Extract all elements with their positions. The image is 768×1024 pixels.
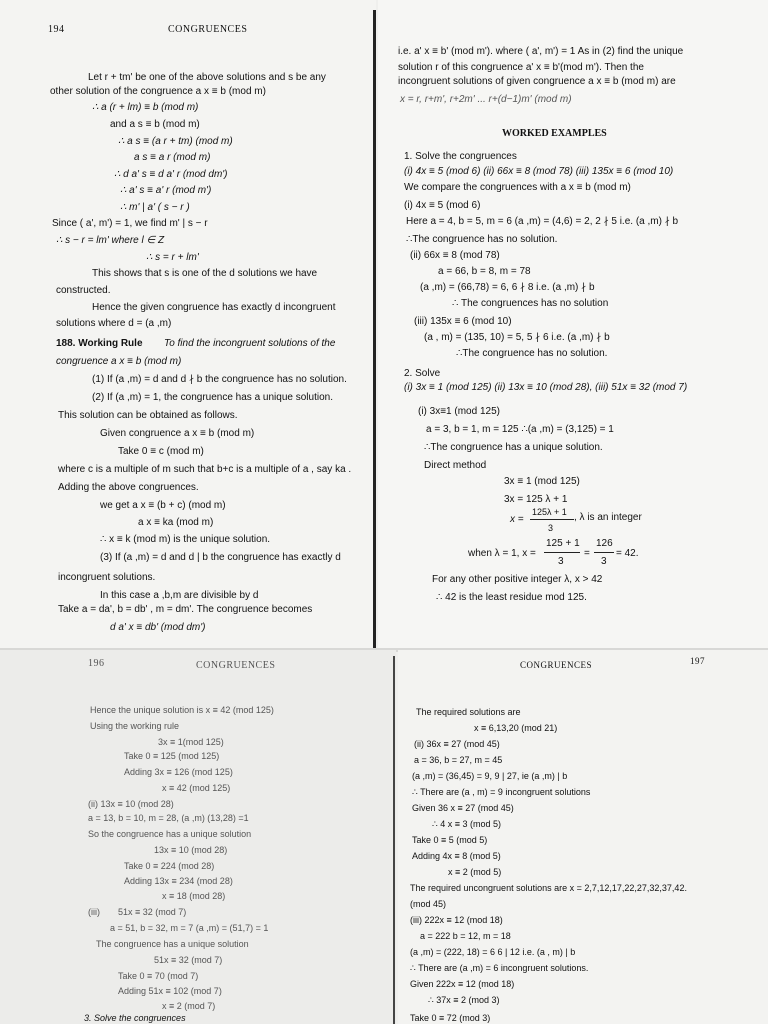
text-line: incongruent solutions of given congruence a x ≡ b (mod m) are	[398, 76, 676, 87]
text-line: For any other positive integer λ, x > 42	[432, 574, 603, 585]
text-line: Hence the given congruence has exactly d incongruent	[92, 302, 336, 313]
equation: ∴ s − r = lm' where l ∈ Z	[56, 235, 165, 246]
equation: Given 36 x ≡ 27 (mod 45)	[412, 803, 514, 813]
equation: a = 66, b = 8, m = 78	[438, 266, 531, 277]
text-line: ∴ x ≡ k (mod m) is the unique solution.	[100, 534, 271, 545]
equation: (ii) 13x ≡ 10 (mod 28)	[88, 799, 174, 809]
equation: (ii) 36x ≡ 27 (mod 45)	[414, 739, 500, 749]
text-line: The required solutions are	[416, 707, 521, 717]
text-line: ∴ There are (a ,m) = 6 incongruent solutions.	[410, 963, 589, 973]
equation: we get a x ≡ (b + c) (mod m)	[100, 500, 226, 511]
page-195	[378, 0, 768, 650]
text-line: incongruent solutions.	[58, 572, 156, 583]
text-line: Adding the above congruences.	[58, 482, 199, 493]
text-line: Using the working rule	[90, 721, 180, 731]
page-number: 196	[88, 658, 105, 669]
page-197	[398, 650, 768, 1024]
equation: a = 36, b = 27, m = 45	[414, 755, 503, 765]
text-line: So the congruence has a unique solution	[88, 829, 252, 839]
equation: Take 0 ≡ 5 (mod 5)	[412, 835, 488, 845]
equation: 3x ≡ 1(mod 125)	[158, 737, 224, 747]
text-line: This solution can be obtained as follows.	[58, 410, 238, 421]
equation: (a ,m) = (36,45) = 9, 9 | 27, ie (a ,m) | b	[412, 771, 568, 781]
equation: a x ≡ ka (mod m)	[138, 517, 214, 528]
equation: Adding 4x ≡ 8 (mod 5)	[412, 851, 501, 861]
equation: Take 0 ≡ 224 (mod 28)	[124, 861, 215, 871]
equation: (i) 3x≡1 (mod 125)	[418, 406, 500, 417]
text-line: Since ( a', m') = 1, we find m' | s − r	[52, 218, 208, 229]
equation: Adding 51x ≡ 102 (mod 7)	[118, 986, 222, 996]
text-line: (1) If (a ,m) = d and d ∤ b the congruence has no solution.	[92, 374, 347, 385]
fraction-numerator: 125 + 1	[546, 538, 580, 549]
fraction-numerator: 126	[596, 538, 613, 549]
text-line: ∴The congruence has no solution.	[456, 348, 608, 359]
equation: ∴ d a' s ≡ d a' r (mod dm')	[114, 169, 228, 180]
text-line: The congruence has a unique solution	[96, 939, 249, 949]
text-line: Take 0 ≡ c (mod m)	[118, 446, 204, 457]
text-line: ∴ There are (a , m) = 9 incongruent solutions	[412, 787, 591, 797]
fraction-bar	[544, 552, 580, 553]
equation: a = 51, b = 32, m = 7 (a ,m) = (51,7) = 1	[110, 923, 269, 933]
text-line: This shows that s is one of the d solutions we have	[92, 268, 318, 279]
fraction-denominator: 3	[601, 556, 607, 567]
section-heading: WORKED EXAMPLES	[502, 128, 607, 139]
text-line: Let r + tm' be one of the above solutions and s be any	[88, 72, 326, 83]
equation: (a ,m) = (222, 18) = 6 6 | 12 i.e. (a , m) | b	[410, 947, 576, 957]
equation: ∴ a' s ≡ a' r (mod m')	[120, 185, 212, 196]
equation: d a' x ≡ db' (mod dm')	[110, 622, 206, 633]
text-line: ∴ The congruences has no solution	[452, 298, 609, 309]
equation: ∴ a (r + lm) ≡ b (mod m)	[92, 102, 199, 113]
text-line: Here a = 4, b = 5, m = 6 (a ,m) = (4,6) = 2, 2 ∤ 5 i.e. (a ,m) ∤ b	[406, 216, 679, 227]
text-line: Take a = da', b = db' , m = dm'. The congruence becomes	[58, 604, 313, 615]
text-line: constructed.	[56, 285, 111, 296]
equation: a s ≡ a r (mod m)	[134, 152, 211, 163]
equation: (i) 4x ≡ 5 (mod 6)	[404, 200, 481, 211]
text-line: 3. Solve the congruences	[84, 1013, 186, 1023]
page-number: 197	[690, 656, 705, 666]
running-header: CONGRUENCES	[168, 24, 248, 35]
equation: Take 0 ≡ 125 (mod 125)	[124, 751, 220, 761]
equation: Adding 13x ≡ 234 (mod 28)	[124, 876, 233, 886]
text-line: We compare the congruences with a x ≡ b (mod m)	[404, 182, 631, 193]
text-line: In this case a ,b,m are divisible by d	[100, 590, 259, 601]
text-line: (2) If (a ,m) = 1, the congruence has a unique solution.	[92, 392, 333, 403]
page-194	[0, 0, 376, 650]
page-number: 194	[48, 24, 65, 35]
text-line: ∴ 42 is the least residue mod 125.	[436, 592, 587, 603]
text-line: 1. Solve the congruences	[404, 151, 517, 162]
equation: Take 0 ≡ 72 (mod 3)	[410, 1013, 491, 1023]
equation: (i) 3x ≡ 1 (mod 125) (ii) 13x ≡ 10 (mod 28), (iii) 51x ≡ 32 (mod 7)	[404, 382, 688, 393]
binding-shadow	[373, 10, 376, 650]
text-line: solution r of this congruence a' x ≡ b'(mod m'). Then the	[398, 62, 644, 73]
equation: ∴ m' | a' ( s − r )	[120, 202, 190, 213]
fraction-denominator: 3	[558, 556, 564, 567]
equation: =	[584, 548, 590, 559]
running-header: CONGRUENCES	[196, 660, 276, 671]
equation: when λ = 1, x =	[468, 548, 536, 559]
equation: Adding 3x ≡ 126 (mod 125)	[124, 767, 233, 777]
equation: ∴ 4 x ≡ 3 (mod 5)	[432, 819, 501, 829]
equation: (i) 4x ≡ 5 (mod 6) (ii) 66x ≡ 8 (mod 78) (iii) 135x ≡ 6 (mod 10)	[404, 166, 674, 177]
equation: 51x ≡ 32 (mod 7)	[118, 907, 187, 917]
text-line: where c is a multiple of m such that b+c is a multiple of a , say ka .	[58, 464, 352, 475]
equation: x ≡ 2 (mod 5)	[448, 867, 502, 877]
text-line: congruence a x ≡ b (mod m)	[56, 356, 182, 367]
section-heading: 188. Working Rule	[56, 338, 143, 349]
equation: and a s ≡ b (mod m)	[110, 119, 200, 130]
equation: 51x ≡ 32 (mod 7)	[154, 955, 223, 965]
text-line: To find the incongruent solutions of the	[164, 338, 336, 349]
equation: Given 222x ≡ 12 (mod 18)	[410, 979, 515, 989]
equation: Take 0 ≡ 70 (mod 7)	[118, 971, 199, 981]
equation: x ≡ 6,13,20 (mod 21)	[474, 723, 558, 733]
equation: ∴ s = r + lm'	[146, 252, 199, 263]
page-196	[0, 650, 396, 1024]
fraction-denominator: 3	[548, 523, 554, 533]
text-line: Given congruence a x ≡ b (mod m)	[100, 428, 255, 439]
equation: (iii) 222x ≡ 12 (mod 18)	[410, 915, 503, 925]
text-line: i.e. a' x ≡ b' (mod m'). where ( a', m') = 1 As in (2) find the unique	[398, 46, 684, 57]
equation: a = 222 b = 12, m = 18	[420, 931, 511, 941]
binding-shadow	[393, 656, 395, 1024]
equation: (a ,m) = (66,78) = 6, 6 ∤ 8 i.e. (a ,m) ∤ b	[420, 282, 595, 293]
equation: = 42.	[616, 548, 639, 559]
equation: ∴ 37x ≡ 2 (mod 3)	[428, 995, 500, 1005]
equation: x = r, r+m', r+2m' ... r+(d−1)m' (mod m)	[400, 94, 572, 105]
equation: x =	[510, 514, 524, 525]
text-line: ∴The congruence has no solution.	[406, 234, 558, 245]
fraction-bar	[530, 519, 574, 520]
text-line: ∴The congruence has a unique solution.	[424, 442, 603, 453]
running-header: CONGRUENCES	[520, 660, 593, 670]
equation: a = 13, b = 10, m = 28, (a ,m) (13,28) =1	[88, 813, 249, 823]
text-line: Direct method	[424, 460, 487, 471]
text-line: 2. Solve	[404, 368, 441, 379]
text-line: solutions where d = (a ,m)	[56, 318, 172, 329]
equation: (iii) 135x ≡ 6 (mod 10)	[414, 316, 512, 327]
fraction-bar	[594, 552, 614, 553]
text-line: a = 3, b = 1, m = 125 ∴(a ,m) = (3,125) = 1	[426, 424, 614, 435]
text-line: Hence the unique solution is x ≡ 42 (mod 125)	[90, 705, 274, 715]
fraction-numerator: 125λ + 1	[532, 507, 567, 517]
text-line: , λ is an integer	[574, 512, 642, 523]
equation: 3x ≡ 1 (mod 125)	[504, 476, 580, 487]
equation: x ≡ 2 (mod 7)	[162, 1001, 216, 1011]
text-line: other solution of the congruence a x ≡ b (mod m)	[50, 86, 266, 97]
equation: (a , m) = (135, 10) = 5, 5 ∤ 6 i.e. (a ,m) ∤ b	[424, 332, 610, 343]
equation: (ii) 66x ≡ 8 (mod 78)	[410, 250, 500, 261]
text-line: The required uncongruent solutions are x = 2,7,12,17,22,27,32,37,42.	[410, 883, 687, 893]
equation: x ≡ 18 (mod 28)	[162, 891, 226, 901]
text-line: (iii)	[88, 907, 100, 917]
equation: 13x ≡ 10 (mod 28)	[154, 845, 228, 855]
text-line: (3) If (a ,m) = d and d | b the congruence has exactly d	[100, 552, 341, 563]
equation: 3x = 125 λ + 1	[504, 494, 568, 505]
equation: ∴ a s ≡ (a r + tm) (mod m)	[118, 136, 233, 147]
text-line: (mod 45)	[410, 899, 447, 909]
equation: x ≡ 42 (mod 125)	[162, 783, 231, 793]
